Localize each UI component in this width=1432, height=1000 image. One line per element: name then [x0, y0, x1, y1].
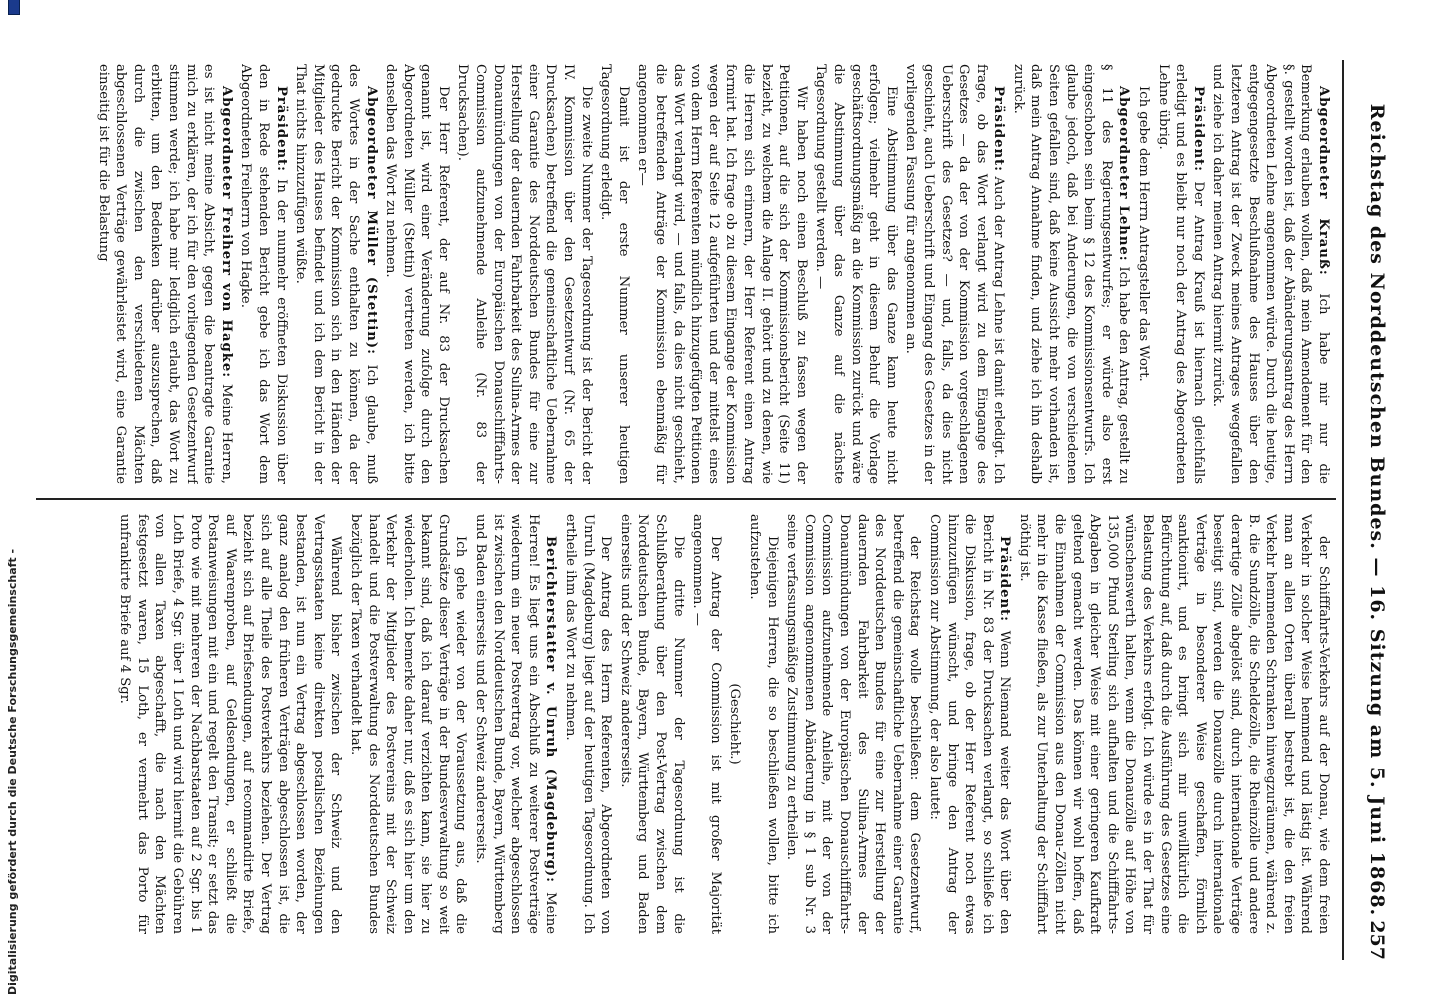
paragraph-text: Ich habe mir nur die Bemerkung erlauben wollen, daß mein Amendement für den §. gestellt worden ist, daß der Abänderungsantrag des Herrn Abgeordneten Lehne angenommen würde. Durch die heutige, entgegengesetzte Beschlußnahme des Hauses über den letzteren Antrag ist der Zweck meines Antrages weggefallen und ziehe ich daher meinen Antrag hiermit zurück.	[1210, 64, 1331, 484]
paragraph	[689, 514, 724, 934]
paragraph-text: Meine Herren, es ist nicht meine Absicht, gegen die beantragte Garantie mich zu erklären, der ich für den vorliegenden Gesetzentwurf stimmen werde; ich habe mir lediglich erlaubt, das Wort zu erbitten, um den Bedenken darüber auszusprechen, daß durch die zwischen den verschiedenen Mächten abgeschlossenen Verträge gewährleistet wird, eine Garantie einseitig ist für die Belastung	[95, 64, 234, 484]
paragraph	[783, 514, 924, 934]
paragraph-text: Der Herr Referent, der auf Nr. 83 der Drucksachen genannt ist, wird einer Veränderung zufolge durch den Abgeordneten Müller (Stettin) vertreten werden, ich bitte denselben das Wort zu nehmen.	[383, 64, 451, 484]
paragraph-text: Diejenigen Herren, die so beschließen wollen, bitte ich aufzustehen.	[747, 514, 780, 934]
page-header	[1348, 60, 1388, 960]
digitization-notice	[6, 5, 28, 995]
notice-text: Digitalisierung gefördert durch die Deutsche Forschungsgemeinschaft -	[6, 548, 19, 995]
paragraph-text: (Geschieht.)	[727, 683, 743, 765]
paragraph-text: Ich gehe wieder von der Voraussetzung aus, daß die Grundsätze dieser Verträge in der Bundesverwaltung so weit bekannt sind, daß ich darauf verzichten kann, sie hier zu wiederholen. Ich bemerke daher nur, daß es sich hier um den Verkehr der Mitglieder des Postvereins mit der Schweiz handelt und die Postverwaltung des Norddeutschen Bundes bezüglich der Taxen verhandelt hat.	[347, 514, 469, 934]
paragraph-text: der Reichstag wolle beschließen: dem Gesetzentwurf, betreffend die gemeinschaftliche Uebernahme einer Garantie des Norddeutschen Bundes für eine zur Herstellung der dauernden Fahrbarkeit des Sulina-Armes der Donaumündungen von der Europäischen Donauschifffahrts-Commission aufzunehmende Anleihe, mit der von der Commission angenommenen Abänderung in § 1 sub Nr. 3 seine verfassungsmäßige Zustimmung zu ertheilen.	[784, 514, 923, 934]
paragraph-text: Wenn Niemand weiter das Wort über den Bericht in Nr. 83 der Drucksachen verlangt, so schließe ich die Diskussion, frage, ob der Herr Referent noch etwas hinzuzufügen wünscht, und bringe den Antrag der Commission zur Abstimmung, der also lautet:	[926, 514, 1013, 934]
paragraph	[454, 64, 595, 484]
header-rule	[1342, 60, 1344, 960]
paragraph-text: Die zweite Nummer der Tagesordnung ist der Bericht der IV. Kommission über den Gesetzentwurf (Nr. 65 der Drucksachen) betreffend die gemeinschaftliche Uebernahme einer Garantie des Norddeutschen Bundes für eine zur Herstellung der dauernden Fahrbarkeit des Sulina-Armes der Donaumündungen von der Europäischen Donauschifffahrts-Commission aufzunehmende Anleihe (Nr. 83 der Drucksachen).	[455, 64, 594, 484]
speaker-name: Präsident:	[1190, 86, 1206, 173]
speaker-name: Abgeordneter Müller (Stettin):	[363, 86, 379, 356]
paragraph-text: In der nunmehr eröffneten Diskussion über den in Rede stehenden Bericht gebe ich das Wort dem Abgeordneten Freiherrn von Hagke.	[238, 64, 289, 484]
paragraph-text: der Schifffahrts-Verkehrs auf der Donau, wie dem freien Verkehr in solcher Weise hemmend und lästig ist. Während man an allen Orten überall bestrebt ist, die den freien Verkehr hemmenden Schranken hinwegzuräumen, während z. B. die Sundzölle, die Scheldezölle, die Rheinzölle und andere derartige Zölle abgelöst sind, durch internationale Verträge beseitigt sind, werden die Donauzölle durch internationale Verträge in besonderer Weise geschaffen, förmlich sanktionirt, und es bringt sich mir unwillkürlich die Befürchtung auf, daß durch die Ausführung des Gesetzes eine Belastung des Verkehrs erfolgt. Ich würde es in der That für wünschenswerth halten, wenn die Donauzölle auf Höhe von 135,000 Pfund Sterling sich aufhalten und die Schifffahrts-Abgaben in gleicher Weise mit einer geringeren Kaufkraft geltend gemacht werden. Das können wir wohl hoffen, daß die Einnahmen der Commission aus den Donau-Zöllen nicht mehr in die Kasse fließen, als zur Unterhaltung der Schifffahrt nöthig ist.	[1016, 514, 1331, 934]
paragraph	[94, 64, 235, 484]
paragraph-text: Ich gebe dem Herrn Antragsteller das Wort.	[1136, 86, 1152, 382]
paragraph	[616, 514, 686, 934]
paragraph-text: Ich glaube, muß des Wortes in der Sache enthalten zu können, da der gedruckte Bericht der Kommission sich in den Händen der Mitglieder des Hauses befindet und ich dem Bericht in der That nichts hinzuzufügen wüßte.	[293, 64, 379, 484]
paragraph-text: Während bisher zwischen der Schweiz und den Vertragsstaaten keine direkten postalischen Beziehungen bestanden, ist nun ein Vertrag abgeschlossen worden, der ganz analog den früheren Verträgen abgeschlossen ist, die sich auf alle Theile des Postverkehrs beziehen. Der Vertrag bezieht sich auf Briefsendungen, auf recommandirte Briefe, auf Waarenproben, auf Geldsendungen, er schließt die Postanweisungen mit ein und regelt den Transit; er setzt das Porto wie mit mehreren der Nachbarstaaten auf 2 Sgr. bis 1 Loth Briefe, 4 Sgr. über 1 Loth und wird hiermit die Gebühren von allen Taxen abgeschafft, die nach den Mächten festgesetzt waren, 15 Loth, er vermehrt das Porto für unfrankirte Briefe auf 4 Sgr.	[117, 514, 344, 934]
paragraph-text: Wir haben noch einen Beschluß zu fassen wegen der Petitionen, auf die sich der Kommissionsbericht (Seite 11) bezieht, zu welchem die Anlage II. gehört und zu denen, wie die Herren sich erinnern, der Herr Referent einen Antrag formirt hat. Ich frage ob zu diesem Eingange der Kommission wegen der auf Seite 12 aufgeführten und der mittelst eines von dem Herrn Referenten mündlich hinzugefügten Petitionen das Wort verlangt wird, — und falls, da dies nicht geschieht, die betreffenden Anträge der Kommission ebenmäßig für angenommen er—	[635, 64, 809, 484]
speaker-name: Präsident:	[273, 86, 289, 173]
speaker-name: Abgeordneter Freiherr von Hagke:	[218, 86, 234, 379]
paragraph	[1209, 64, 1332, 484]
paragraph	[346, 514, 469, 934]
paragraph-text: Damit ist der erste Nummer unserer heutigen Tagesordnung erledigt.	[598, 64, 631, 484]
paragraph	[745, 514, 780, 934]
right-column	[42, 514, 1332, 934]
running-title: Reichstag des Norddeutschen Bundes. — 16. Sitzung am 5. Juni 1868.	[1366, 103, 1388, 917]
dfg-logo-icon	[8, 0, 20, 15]
paragraph	[597, 64, 632, 484]
paragraph	[561, 514, 614, 934]
page-number: 257	[1366, 920, 1388, 960]
paragraph-text: Auch der Antrag Lehne ist damit erledigt. Ich frage, ob das Wort verlangt wird zu dem Eingange des Gesetzes — da der von der Kommission vorgeschlagenen Ueberschrift des Gesetzes? — und, falls, da dies nicht geschieht, auch Ueberschrift und Eingang des Gesetzes in der vorliegenden Fassung für angenommen an.	[903, 64, 1007, 484]
paragraph	[1015, 514, 1332, 934]
paragraph-text: Eine Abstimmung über das Ganze kann heute nicht erfolgen; vielmehr geht in diesem Behuf die Vorlage geschäftsordnungsmäßig an die Kommission zurück und wäre die Abstimmung über das Ganze auf die nächste Tagesordnung gestellt werden. —	[813, 64, 899, 484]
paragraph-text: Der Antrag des Herrn Referenten, Abgeordneten von Unruh (Magdeburg) liegt auf der heutigen Tagesordnung. Ich ertheile ihm das Wort zu nehmen.	[563, 514, 614, 934]
paragraph-text: Der Antrag Krauß ist hiernach gleichfalls erledigt und es bleibt nur noch der Antrag des Abgeordneten Lehne übrig.	[1155, 64, 1206, 484]
paragraph	[116, 514, 345, 934]
paragraph	[292, 64, 380, 484]
paragraph	[472, 514, 560, 934]
paragraph	[237, 64, 290, 484]
paragraph	[1009, 64, 1132, 484]
paragraph-text: Die dritte Nummer der Tagesordnung ist die Schlußberathung über den Post-Vertrag zwischen dem Norddeutschen Bunde, Bayern, Württemberg und Baden einerseits und der Schweiz andererseits.	[617, 514, 686, 934]
paragraph-text: Meine Herren! Es liegt uns ein Abschluß zu weiterer Postverträge wiederum ein neuer Postvertrag vor, welcher abgeschlossen ist zwischen den Norddeutschen Bunde, Bayern, Württemberg und Baden einerseits und der Schweiz andererseits.	[473, 514, 559, 934]
speaker-name: Präsident:	[991, 86, 1007, 173]
paragraph-text: Der Antrag der Commission ist mit großer Majorität angenommen. —	[690, 514, 723, 934]
paragraph-text: Ich habe den Antrag, gestellt zu § 11 des Regierungsentwurfes; er würde also erst eingeschoben sein beim § 12 des Kommissionsentwurfs. Ich glaube jedoch, daß bei Anderungen, die von verschiedenen Seiten gefallen sind, daß keine Aussicht mehr vorhanden ist, daß mein Antrag Annahme finden, und ziehe ich ihn deshalb zurück.	[1010, 64, 1132, 484]
paragraph	[1154, 64, 1207, 484]
speaker-name: Abgeordneter Lehne:	[1116, 86, 1132, 262]
paragraph	[925, 514, 1013, 934]
paragraph	[902, 64, 1008, 484]
paragraph	[382, 64, 452, 484]
paragraph	[726, 514, 744, 934]
speaker-name: Berichterstatter v. Unruh (Magdeburg):	[543, 536, 559, 884]
speaker-name: Präsident:	[997, 536, 1013, 623]
column-divider	[36, 498, 1336, 500]
paragraph	[1134, 64, 1152, 484]
paragraph	[812, 64, 900, 484]
paragraph	[634, 64, 810, 484]
left-column	[42, 64, 1332, 484]
speaker-name: Abgeordneter Krauß:	[1316, 86, 1331, 276]
